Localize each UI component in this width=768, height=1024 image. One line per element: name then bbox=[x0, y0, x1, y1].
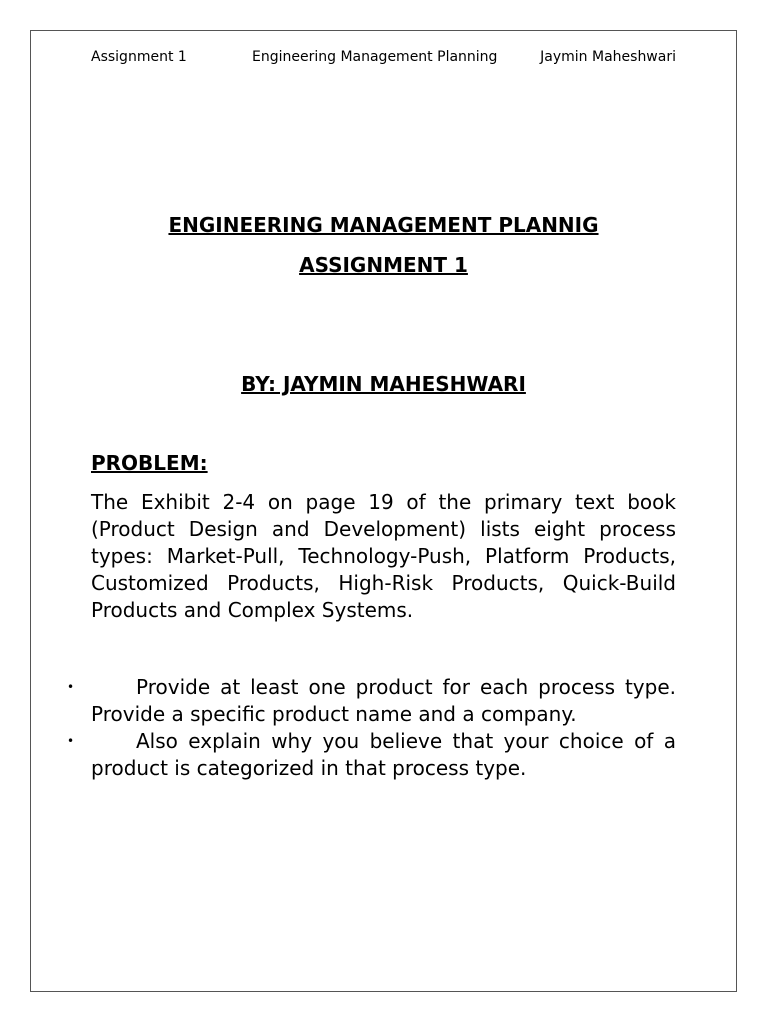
task-list-item bbox=[31, 728, 676, 782]
task-text: Also explain why you believe that your choice of a product is categorized in that process type. bbox=[91, 729, 676, 780]
problem-heading: PROBLEM: bbox=[91, 451, 208, 475]
document-subtitle: ASSIGNMENT 1 bbox=[299, 253, 468, 277]
document-page bbox=[30, 30, 737, 992]
task-text: Provide at least one product for each process type. Provide a specific product name and a company. bbox=[91, 675, 676, 726]
header-course-name: Engineering Management Planning bbox=[252, 49, 498, 65]
header-assignment-label: Assignment 1 bbox=[91, 49, 187, 65]
author-byline: BY: JAYMIN MAHESHWARI bbox=[241, 372, 526, 396]
task-list bbox=[31, 674, 676, 782]
problem-paragraph: The Exhibit 2-4 on page 19 of the primary text book (Product Design and Development) lists eight process types: Market-Pull, Technology-Push, Platform Products, Customized Products, High-Risk Products, Quick-Build Products and Complex Systems. bbox=[91, 490, 676, 622]
page-header bbox=[91, 47, 676, 67]
header-author-name: Jaymin Maheshwari bbox=[540, 49, 676, 65]
task-list-item bbox=[31, 674, 676, 728]
bullet-marker: • bbox=[67, 680, 75, 694]
document-title: ENGINEERING MANAGEMENT PLANNIG bbox=[168, 213, 599, 237]
bullet-marker: • bbox=[67, 734, 75, 748]
